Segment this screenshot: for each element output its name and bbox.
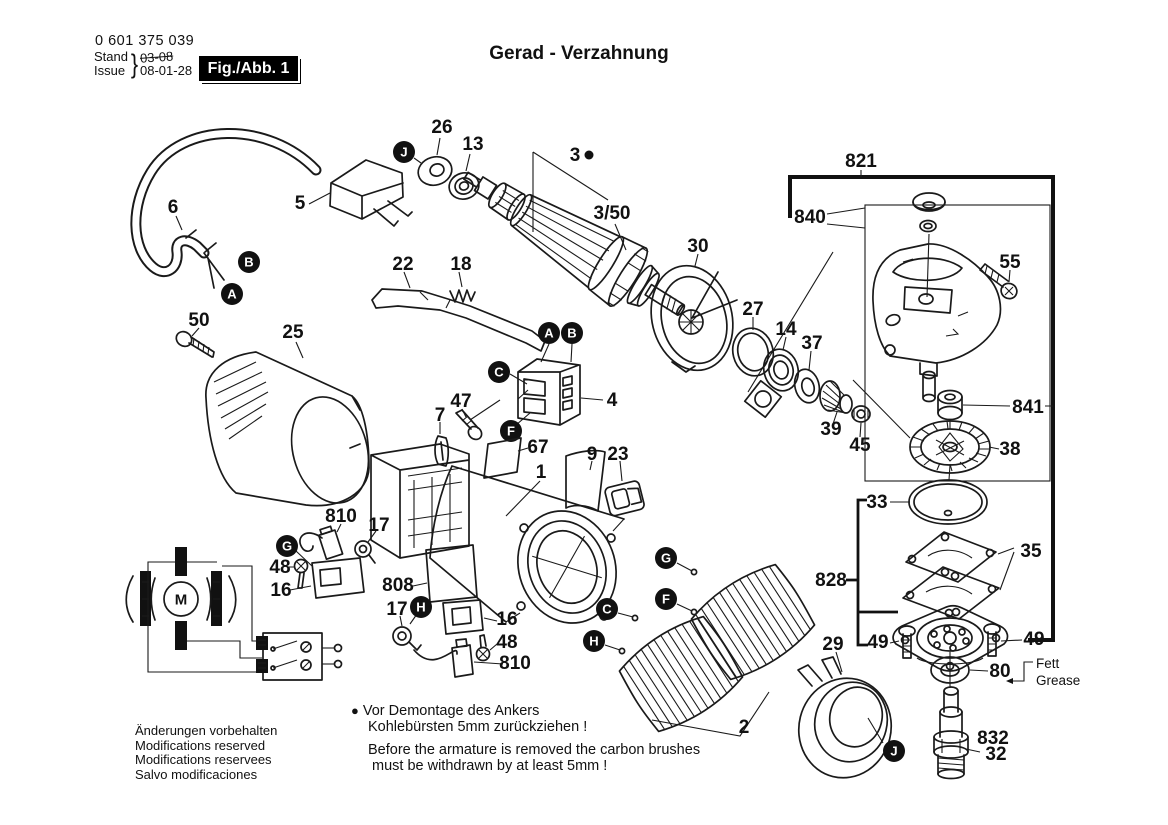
- svg-text:H: H: [416, 599, 426, 615]
- superseded-date: 03-08: [139, 48, 174, 66]
- callout-switch-a: [538, 322, 560, 344]
- label-housing: 1: [535, 462, 547, 483]
- label-group-828: 828: [815, 570, 847, 591]
- label-spindle-832: 832: [977, 728, 1009, 749]
- note-en-2: must be withdrawn by at least 5mm !: [372, 758, 608, 774]
- label-plug: 5: [294, 193, 306, 214]
- label-brush-810-g: 810: [325, 506, 357, 527]
- svg-text:G: G: [660, 550, 672, 566]
- svg-text:J: J: [890, 743, 898, 759]
- sticker-9: [566, 451, 605, 511]
- label-nut-45: 45: [849, 435, 871, 456]
- grease-label-de: Fett: [1036, 656, 1060, 671]
- stand-label: Stand: [94, 49, 128, 64]
- label-clip-7: 7: [434, 405, 446, 426]
- label-screw-50: 50: [188, 310, 210, 331]
- label-washer-37: 37: [801, 333, 823, 354]
- svg-text:A: A: [227, 286, 237, 302]
- label-washer-80: 80: [989, 661, 1011, 682]
- label-guard-29: 29: [822, 634, 844, 655]
- label-button-23: 23: [607, 444, 629, 465]
- label-baffle: 30: [687, 236, 709, 257]
- label-screw-48-g: 48: [269, 557, 291, 578]
- power-cord: [136, 133, 316, 288]
- brush-set-h: [393, 600, 503, 677]
- release-lever: [372, 272, 545, 351]
- label-plates-35: 35: [1020, 541, 1042, 562]
- label-screw-47: 47: [450, 391, 472, 412]
- label-sticker-808: 808: [382, 575, 414, 596]
- label-cap-840: 840: [794, 207, 826, 228]
- label-bearing-14: 14: [775, 319, 797, 340]
- label-cord: 6: [167, 197, 179, 218]
- label-screw-49-right: 49: [1023, 629, 1045, 650]
- footer-line-en: Modifications reserved: [135, 737, 266, 753]
- label-gear-38: 38: [999, 439, 1021, 460]
- cap-840-leaders: [827, 208, 865, 228]
- callout-ring-j: [393, 141, 415, 163]
- label-end-cap: 25: [282, 322, 304, 343]
- spindle: [934, 687, 980, 779]
- callout-coil-c: [596, 598, 618, 620]
- label-sticker-9: 9: [586, 444, 598, 465]
- svg-text:F: F: [507, 423, 515, 439]
- screw-50: [173, 328, 214, 357]
- label-sleeve-841: 841: [1012, 397, 1044, 418]
- label-lever: 22: [392, 254, 414, 275]
- screw-49-left: [890, 626, 915, 658]
- felt-ring: [414, 138, 455, 189]
- brace-glyph: }: [130, 49, 139, 79]
- grease-note: [1006, 656, 1080, 688]
- armature: [448, 147, 701, 340]
- label-holder-16-h: 16: [496, 609, 518, 630]
- svg-text:B: B: [567, 325, 577, 341]
- bracket-828: [846, 500, 898, 645]
- coil-contact-leads: [605, 563, 769, 736]
- label-bearing-13: 13: [462, 134, 484, 155]
- svg-text:C: C: [602, 601, 612, 617]
- label-spindle-32: 32: [985, 744, 1007, 765]
- note-de-1: Vor Demontage des Ankers: [362, 703, 540, 719]
- ring-27: [728, 317, 778, 380]
- svg-text:H: H: [589, 633, 599, 649]
- label-screw-48-h: 48: [496, 632, 518, 653]
- label-screw-55: 55: [999, 252, 1021, 273]
- label-holder-16-g: 16: [270, 580, 292, 601]
- power-plug: [309, 160, 412, 226]
- label-armature: 3: [569, 145, 581, 166]
- label-brush-810-h: 810: [499, 653, 531, 674]
- note-bullet-icon: ●: [351, 703, 359, 718]
- label-spring: 18: [450, 254, 472, 275]
- page-title: Gerad - Verzahnung: [489, 43, 669, 64]
- end-cap: [206, 342, 380, 512]
- armature-note-bullet-icon: [585, 151, 594, 160]
- label-armature-gear: 3/50: [593, 203, 631, 224]
- label-holder-17-g: 17: [368, 515, 390, 536]
- issue-date: 08-01-28: [140, 63, 193, 78]
- callout-coil-g: [655, 547, 677, 569]
- callout-switch-b: [561, 322, 583, 344]
- o-ring-33: [890, 480, 987, 524]
- callout-coil-h: [583, 630, 605, 652]
- label-felt-ring: 26: [431, 117, 453, 138]
- figure-label: Fig./Abb. 1: [207, 59, 290, 77]
- label-switch: 4: [606, 390, 618, 411]
- washer-37: [791, 351, 823, 405]
- field-coil-upper: [685, 557, 820, 687]
- callout-guard-j: [883, 740, 905, 762]
- gearhead-housing: [873, 244, 1001, 376]
- label-holder-17-h: 17: [386, 599, 408, 620]
- label-pinion: 39: [820, 419, 842, 440]
- svg-text:G: G: [281, 538, 293, 554]
- order-number: 0 601 375 039: [95, 33, 195, 49]
- svg-text:B: B: [244, 254, 254, 270]
- note-en-1: Before the armature is removed the carbon brushes: [368, 742, 701, 758]
- motor-schematic: [126, 547, 341, 680]
- issue-label: Issue: [94, 63, 126, 78]
- label-ring-27: 27: [742, 299, 764, 320]
- nut-45: [852, 406, 870, 437]
- motor-letter: M: [174, 591, 188, 609]
- footer-line-fr: Modifications reservees: [135, 752, 272, 768]
- gearhead-box: [865, 205, 1050, 481]
- footer-line-de: Änderungen vorbehalten: [135, 723, 278, 738]
- label-screw-49-left: 49: [867, 632, 889, 653]
- note-de-2: Kohlebürsten 5mm zurückziehen !: [368, 719, 588, 735]
- field-coil-lower: [613, 609, 748, 739]
- crown-gear: [910, 420, 999, 480]
- grease-label-en: Grease: [1036, 673, 1081, 688]
- fan-baffle: [640, 254, 743, 379]
- label-group-821: 821: [845, 151, 877, 172]
- svg-text:A: A: [544, 325, 554, 341]
- svg-text:F: F: [662, 591, 670, 607]
- svg-text:C: C: [494, 364, 504, 380]
- callout-cord-b: [238, 251, 260, 273]
- callout-brush-g: [276, 535, 298, 557]
- brush-set-g: [289, 524, 376, 598]
- svg-text:J: J: [400, 144, 408, 160]
- callout-switch-c: [488, 361, 510, 383]
- footer-line-es: Salvo modificaciones: [135, 766, 258, 782]
- label-ring-33: 33: [866, 492, 888, 513]
- clamp-guard: [788, 652, 901, 788]
- label-sticker-67: 67: [527, 437, 549, 458]
- label-field-coil: 2: [738, 717, 750, 738]
- callout-cord-a: [221, 283, 243, 305]
- sticker-67: [484, 438, 528, 478]
- switch-button: [604, 461, 645, 517]
- pinion-39: [820, 381, 852, 424]
- callout-coil-f: [655, 588, 677, 610]
- switch: [470, 344, 603, 425]
- callout-brush-h: [410, 596, 432, 618]
